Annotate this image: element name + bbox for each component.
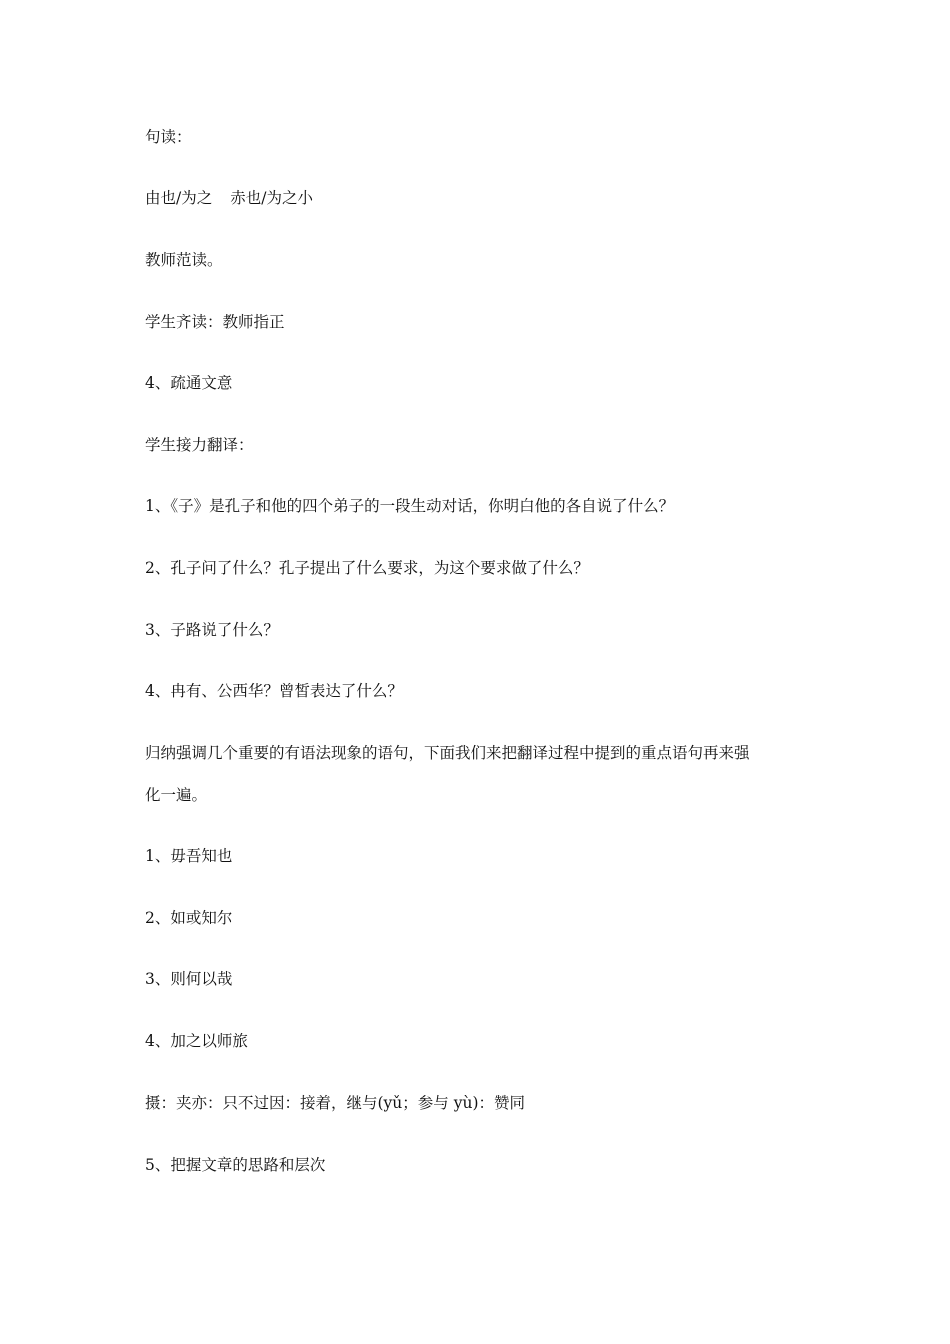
text-line: 4、疏通文意 bbox=[145, 374, 233, 392]
text-line: 1、《子》是孔子和他的四个弟子的一段生动对话，你明白他的各自说了什么？ bbox=[145, 497, 675, 515]
text-line: 2、如或知尔 bbox=[145, 909, 233, 927]
text-line: 1、毋吾知也 bbox=[145, 847, 233, 865]
text-line: 化一遍。 bbox=[145, 786, 208, 804]
text-line: 句读： bbox=[145, 128, 192, 146]
text-line: 教师范读。 bbox=[145, 251, 223, 269]
text-line: 学生接力翻译： bbox=[145, 436, 254, 454]
text-segment: 由也/为之 bbox=[145, 189, 213, 207]
text-line: 3、子路说了什么？ bbox=[145, 621, 279, 639]
text-line-split bbox=[145, 188, 313, 208]
text-line: 3、则何以哉 bbox=[145, 970, 233, 988]
text-line: 2、孔子问了什么？孔子提出了什么要求，为这个要求做了什么？ bbox=[145, 559, 589, 577]
text-line: 4、加之以师旅 bbox=[145, 1032, 248, 1050]
text-line: 摄：夹亦：只不过因：接着，继与(yǔ；参与 yù)：赞同 bbox=[145, 1094, 526, 1112]
text-line: 归纳强调几个重要的有语法现象的语句，下面我们来把翻译过程中提到的重点语句再来强 bbox=[145, 744, 750, 762]
text-line: 4、冉有、公西华？曾皙表达了什么？ bbox=[145, 682, 403, 700]
text-line: 5、把握文章的思路和层次 bbox=[145, 1156, 326, 1174]
text-line: 学生齐读：教师指正 bbox=[145, 313, 285, 331]
text-segment: 赤也/为之小 bbox=[230, 189, 313, 207]
